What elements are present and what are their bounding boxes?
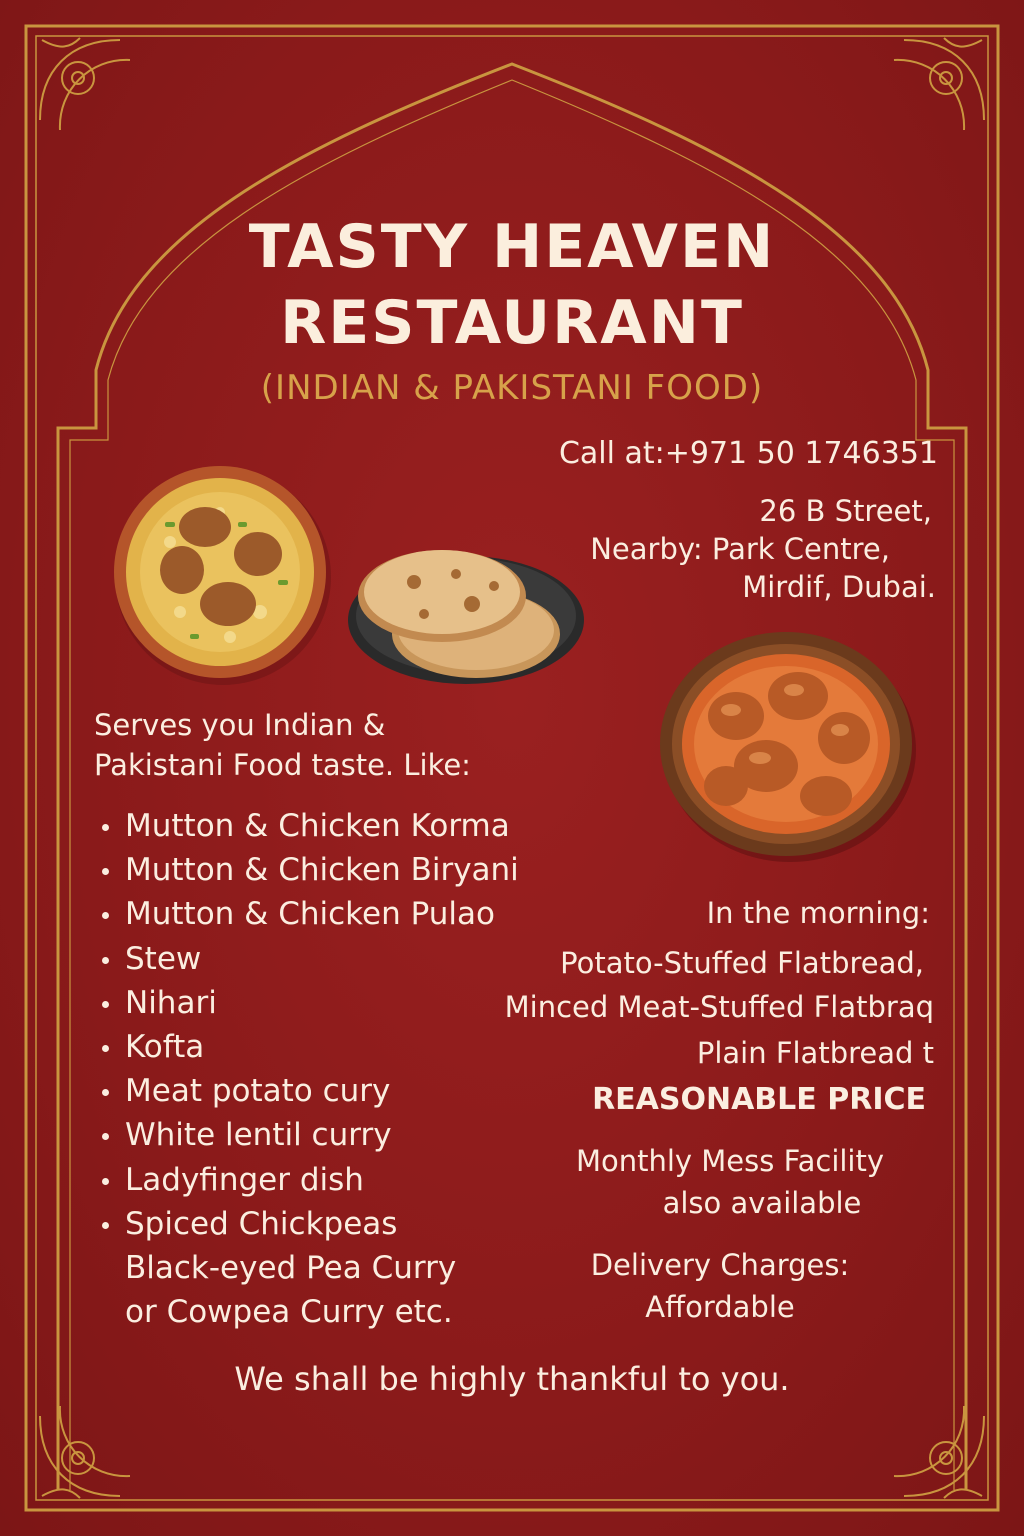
thank-you-message: We shall be highly thankful to you. — [234, 1360, 790, 1398]
menu-intro-line2: Pakistani Food taste. Like: — [94, 748, 471, 782]
list-item: Kofta — [100, 1025, 519, 1069]
phone-number: Call at:+971 50 1746351 — [558, 436, 938, 471]
morning-heading: In the morning: — [706, 896, 930, 930]
address-line2: Nearby: Park Centre, — [590, 532, 890, 566]
list-item: Meat potato cury — [100, 1069, 519, 1113]
delivery-charges-line2: Affordable — [645, 1290, 795, 1324]
menu-intro-line1: Serves you Indian & — [94, 708, 386, 742]
list-item: Spiced Chickpeas — [100, 1202, 519, 1246]
corner-ornament-bottom-right-icon — [894, 1406, 984, 1498]
morning-item-2: Minced Meat-Stuffed Flatbraq — [504, 990, 934, 1024]
corner-ornament-top-left-icon — [40, 38, 130, 130]
mess-facility-line1: Monthly Mess Facility — [575, 1144, 885, 1178]
dish-list — [100, 804, 519, 1334]
list-item: Mutton & Chicken Korma — [100, 804, 519, 848]
biryani-plate-image — [110, 462, 340, 692]
list-item: Stew — [100, 937, 519, 981]
flatbread-plate-image — [344, 538, 588, 688]
list-item: Nihari — [100, 981, 519, 1025]
delivery-charges-line1: Delivery Charges: — [590, 1248, 850, 1282]
corner-ornament-bottom-left-icon — [40, 1406, 130, 1498]
price-note: REASONABLE PRICE — [592, 1082, 926, 1117]
morning-item-3: Plain Flatbread t — [696, 1036, 934, 1070]
address-line1: 26 B Street, — [759, 494, 932, 528]
cuisine-subtitle: (INDIAN & PAKISTANI FOOD) — [260, 368, 764, 408]
mess-facility-line2: also available — [662, 1186, 862, 1220]
list-item-continuation: or Cowpea Curry etc. — [125, 1294, 453, 1331]
list-item: White lentil curry — [100, 1113, 519, 1157]
restaurant-title-line2: RESTAURANT — [280, 288, 744, 358]
corner-ornament-top-right-icon — [894, 38, 984, 130]
list-item: Ladyfinger dish — [100, 1158, 519, 1202]
morning-item-1: Potato-Stuffed Flatbread, — [560, 946, 924, 980]
list-item: Mutton & Chicken Biryani — [100, 848, 519, 892]
curry-bowl-image — [656, 626, 918, 864]
address-line3: Mirdif, Dubai. — [742, 570, 936, 604]
list-item-continuation: Black-eyed Pea Curry — [125, 1250, 457, 1287]
restaurant-title-line1: TASTY HEAVEN — [248, 212, 776, 282]
list-item: Mutton & Chicken Pulao — [100, 892, 519, 936]
